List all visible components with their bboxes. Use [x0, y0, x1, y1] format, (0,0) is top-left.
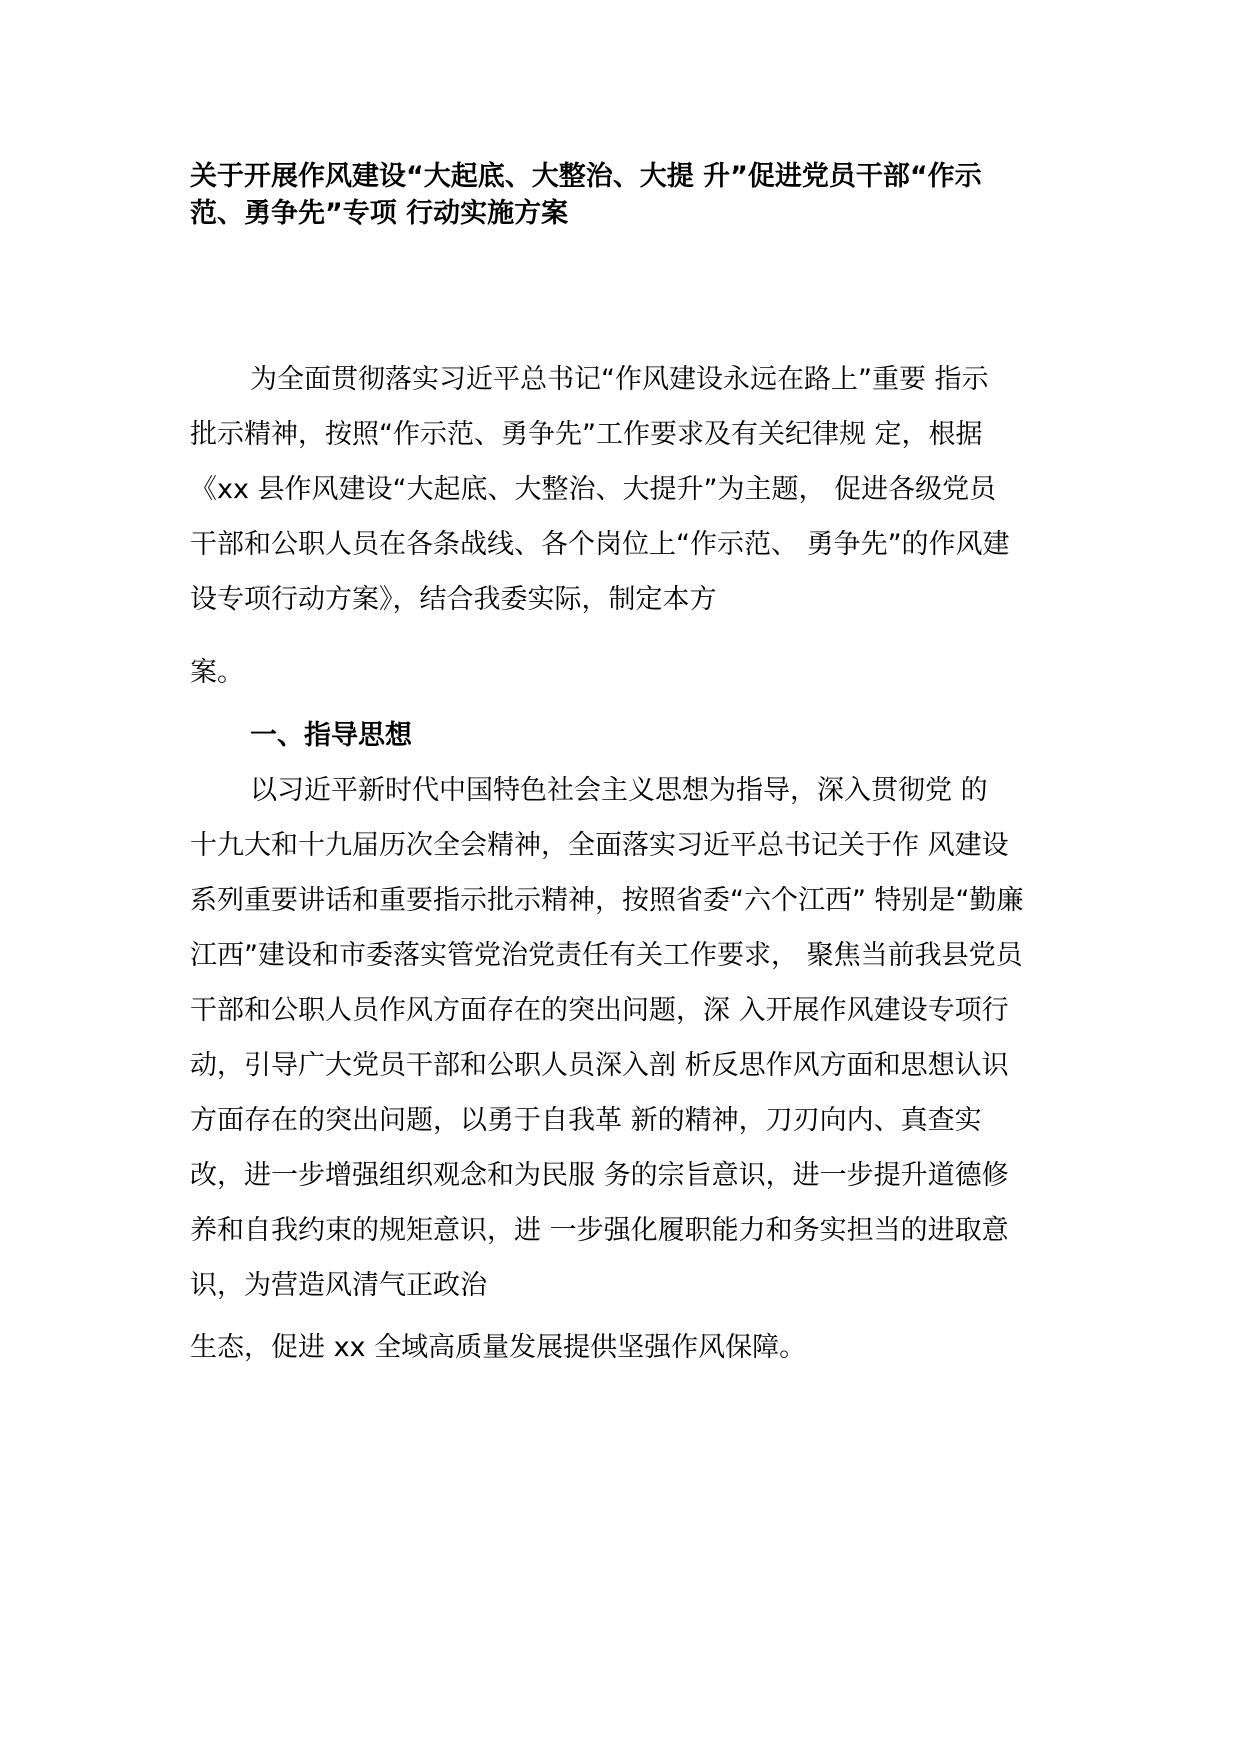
section-1-line-2: 十九大和十九届历次全会精神，全面落实习近平总书记关于作 风建设: [190, 830, 1009, 861]
section-1-line-5: 干部和公职人员作风方面存在的突出问题，深 入开展作风建设专项行: [190, 995, 1009, 1026]
section-1-tail-line: 生态，促进 xx 全域高质量发展提供坚强作风保障。: [190, 1332, 807, 1363]
intro-paragraph: [190, 352, 1090, 627]
section-1-line-4: 江西”建设和市委落实管党治党责任有关工作要求， 聚焦当前我县党员: [190, 940, 1023, 971]
section-1-line-3: 系列重要讲话和重要指示批示精神，按照省委“六个江西” 特别是“勤廉: [190, 885, 1024, 916]
section-1-line-8: 改，进一步增强组织观念和为民服 务的宗旨意识，进一步提升道德修: [190, 1160, 1009, 1191]
section-1-line-7: 方面存在的突出问题，以勇于自我革 新的精神，刀刃向内、真查实: [190, 1105, 982, 1136]
intro-line-5: 设专项行动方案》，结合我委实际，制定本方: [190, 584, 717, 615]
document-title: [190, 158, 1070, 232]
intro-paragraph-tail: [190, 645, 1090, 700]
intro-line-4: 干部和公职人员在各条战线、各个岗位上“作示范、 勇争先”的作风建: [190, 529, 1010, 560]
section-1-tail: [190, 1320, 1090, 1375]
section-1: [190, 708, 1090, 1313]
section-1-line-6: 动，引导广大党员干部和公职人员深入剖 析反思作风方面和思想认识: [190, 1050, 1009, 1081]
section-1-line-9: 养和自我约束的规矩意识，进 一步强化履职能力和务实担当的进取意: [190, 1215, 1009, 1246]
section-1-heading: 一、指导思想: [250, 720, 412, 751]
intro-line-3: 《xx 县作风建设“大起底、大整治、大提升”为主题， 促进各级党员: [190, 474, 997, 505]
intro-tail-line: 案。: [190, 657, 244, 688]
section-1-line-1: 以习近平新时代中国特色社会主义思想为指导，深入贯彻党 的: [250, 775, 988, 806]
intro-line-2: 批示精神，按照“作示范、勇争先”工作要求及有关纪律规 定，根据: [190, 419, 983, 450]
title-line-2: 范、勇争先”专项 行动实施方案: [190, 198, 569, 229]
section-1-line-10: 识，为营造风清气正政治: [190, 1270, 487, 1301]
intro-line-1: 为全面贯彻落实习近平总书记“作风建设永远在路上”重要 指示: [250, 364, 989, 395]
title-line-1: 关于开展作风建设“大起底、大整治、大提 升”促进党员干部“作示: [190, 161, 982, 192]
